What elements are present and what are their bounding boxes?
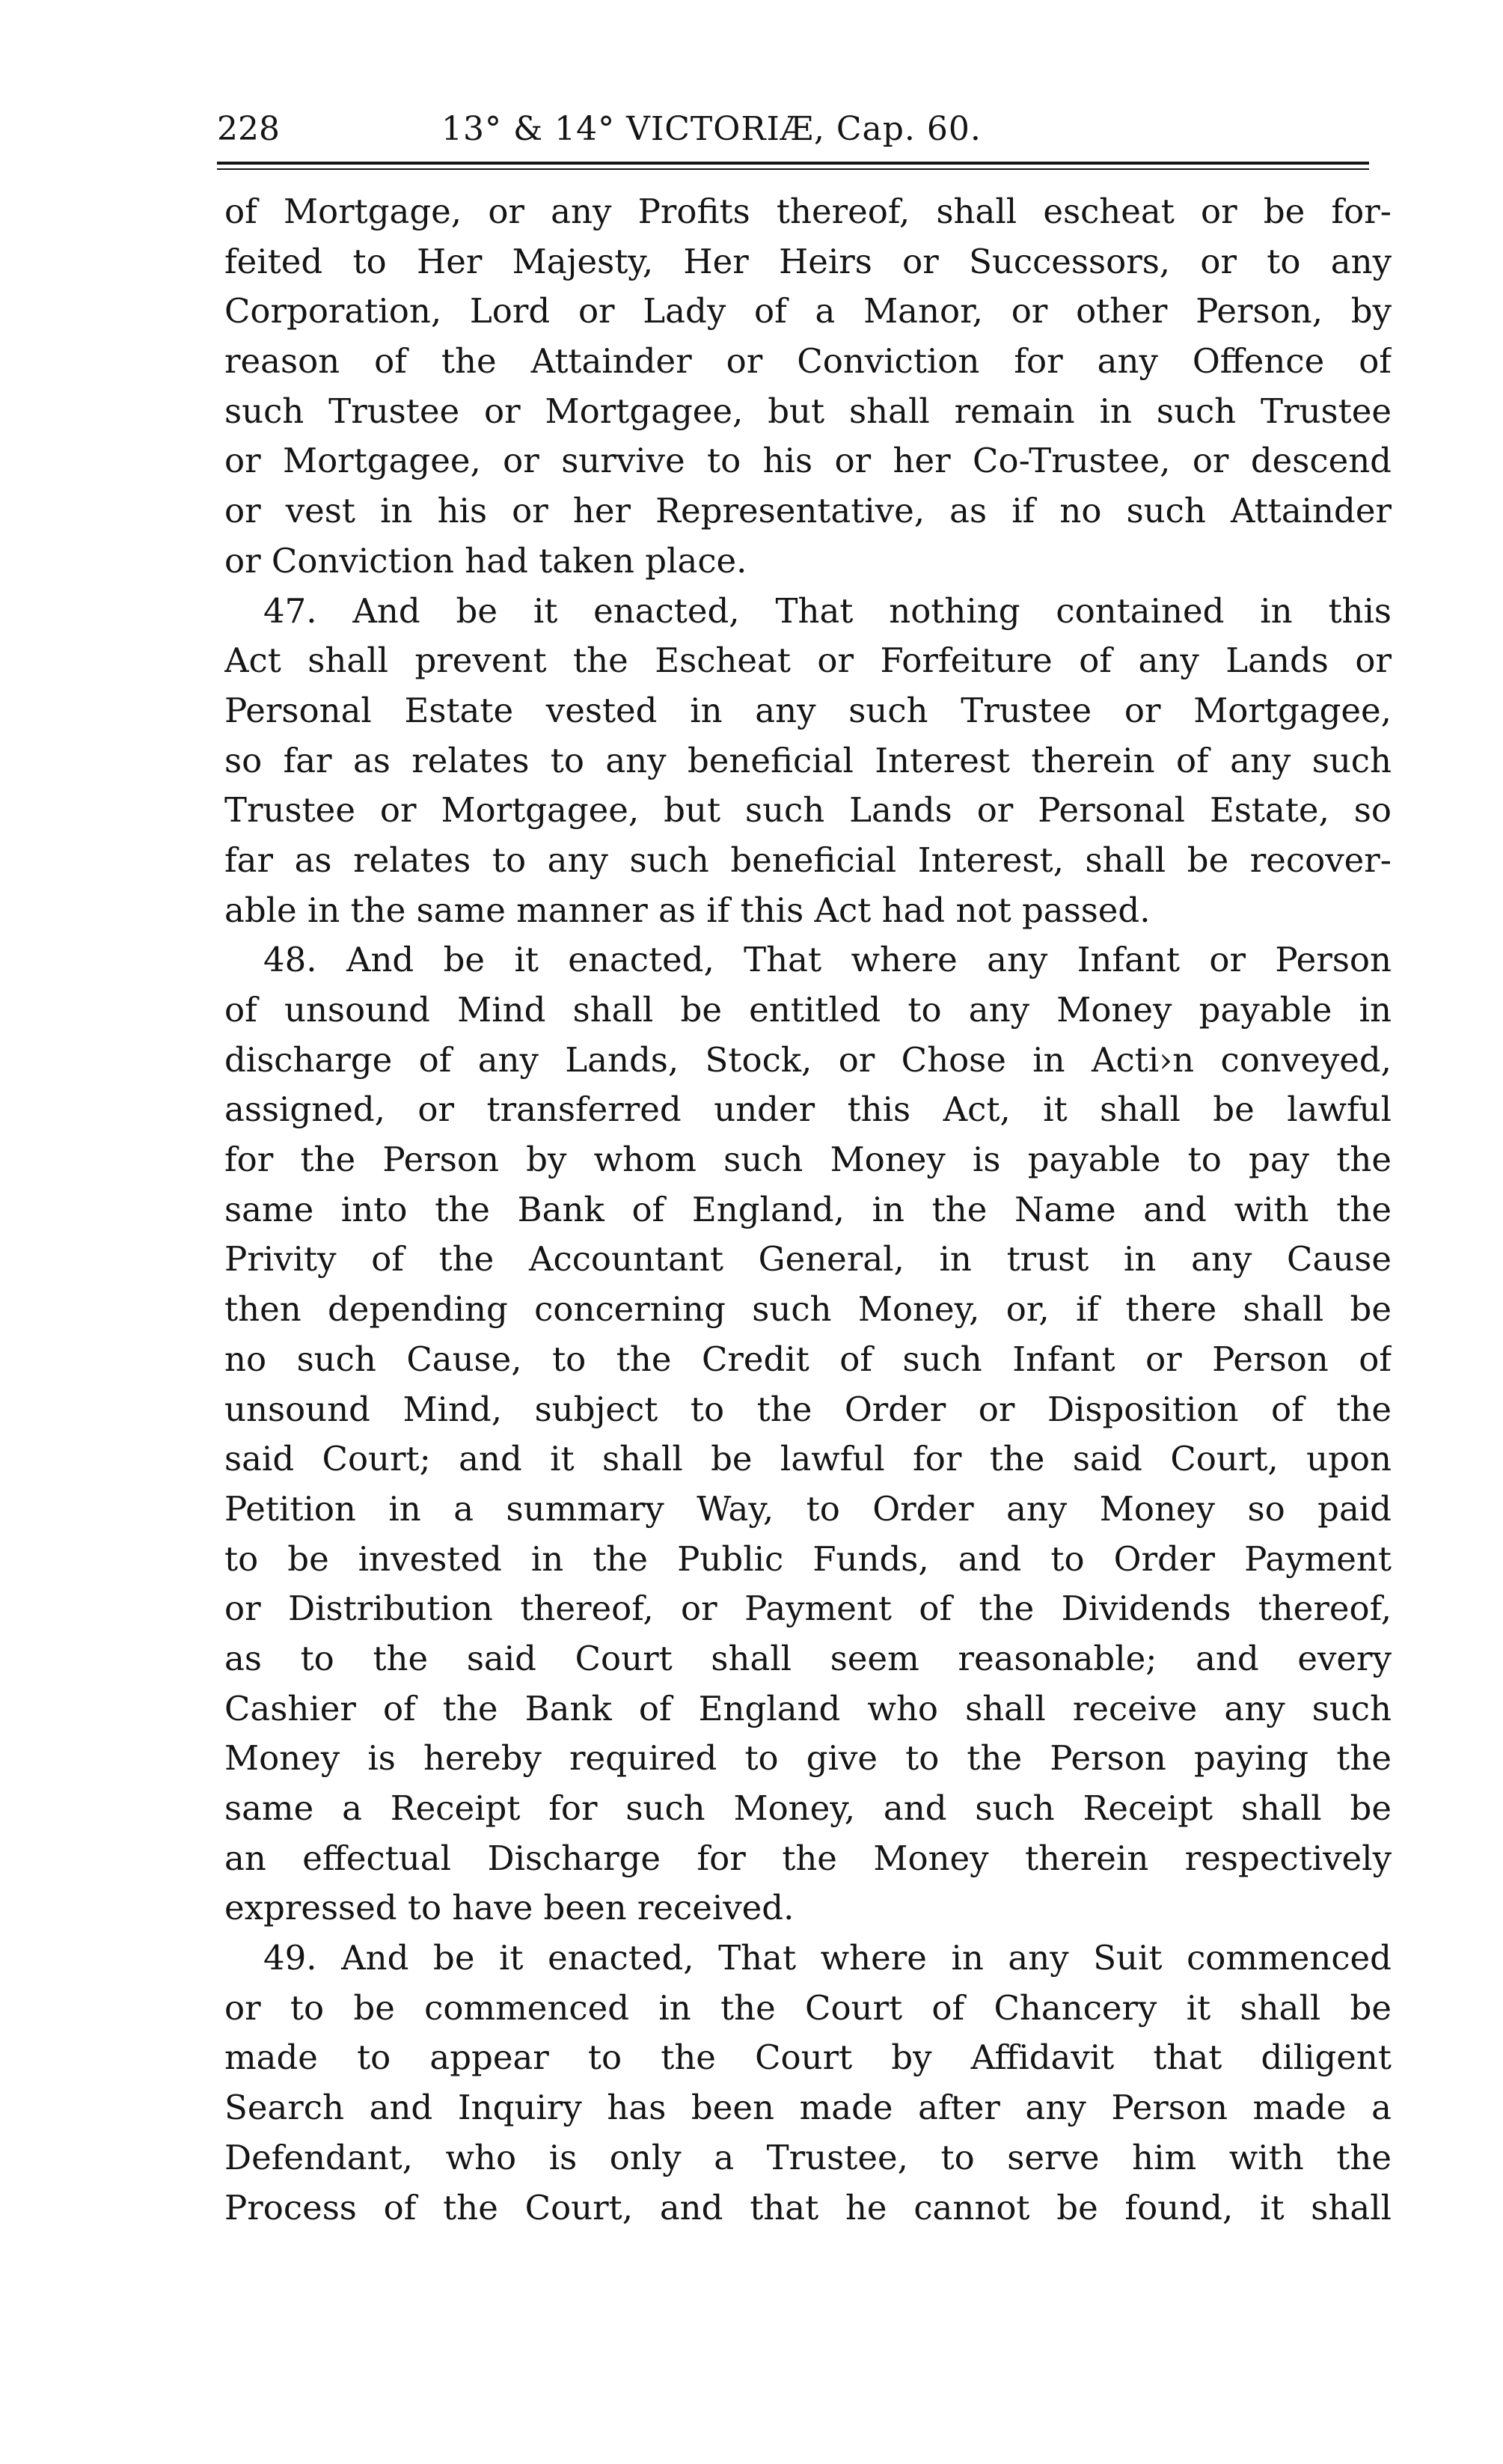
- text-line: same into the Bank of England, in the Name and with the: [224, 1189, 1392, 1229]
- text-line: said Court; and it shall be lawful for the said Court, upon: [224, 1439, 1392, 1479]
- text-line: assigned, or transferred under this Act, it shall be lawful: [224, 1089, 1392, 1130]
- text-line: unsound Mind, subject to the Order or Disposition of the: [224, 1389, 1392, 1429]
- text-line: Personal Estate vested in any such Trustee or Mortgagee,: [224, 690, 1392, 730]
- header-rule-thin: [217, 168, 1369, 170]
- text-line: reason of the Attainder or Conviction for any Offence of: [224, 341, 1392, 382]
- text-line: so far as relates to any beneficial Interest therein of any such: [224, 740, 1392, 780]
- section-49-start: 49. And be it enacted, That where in any Suit commenced: [263, 1938, 1392, 1978]
- text-line: able in the same manner as if this Act had not passed.: [224, 890, 1151, 930]
- section-48-start: 48. And be it enacted, That where any Infant or Person: [263, 940, 1392, 980]
- text-line: or to be commenced in the Court of Chancery it shall be: [224, 1987, 1392, 2028]
- text-line: feited to Her Majesty, Her Heirs or Successors, or to any: [224, 241, 1392, 281]
- header-rule: [217, 162, 1369, 174]
- text-line: same a Receipt for such Money, and such Receipt shall be: [224, 1788, 1392, 1828]
- text-line: for the Person by whom such Money is payable to pay the: [224, 1140, 1392, 1180]
- section-47-start: 47. And be it enacted, That nothing contained in this: [263, 590, 1392, 631]
- text-line: or vest in his or her Representative, as if no such Attainder: [224, 491, 1392, 531]
- text-line: no such Cause, to the Credit of such Infant or Person of: [224, 1339, 1392, 1379]
- text-line: or Mortgagee, or survive to his or her Co-Trustee, or descend: [224, 441, 1392, 481]
- text-line: Defendant, who is only a Trustee, to serve him with the: [224, 2137, 1392, 2177]
- text-line: Process of the Court, and that he cannot be found, it shall: [224, 2187, 1392, 2228]
- text-line: of Mortgage, or any Profits thereof, shall escheat or be for-: [224, 192, 1392, 231]
- text-line: Act shall prevent the Escheat or Forfeiture of any Lands or: [224, 641, 1392, 681]
- text-line: far as relates to any such beneficial Interest, shall be recover-: [224, 840, 1392, 880]
- header-rule-thick: [217, 162, 1369, 165]
- page-header: [217, 103, 1369, 163]
- text-line: discharge of any Lands, Stock, or Chose in Acti›n conveyed,: [224, 1039, 1392, 1080]
- text-line: as to the said Court shall seem reasonable; and every: [224, 1638, 1392, 1678]
- text-line: of unsound Mind shall be entitled to any Money payable in: [224, 990, 1392, 1030]
- text-line: or Conviction had taken place.: [224, 540, 747, 581]
- text-line: Corporation, Lord or Lady of a Manor, or other Person, by: [224, 291, 1392, 331]
- text-line: to be invested in the Public Funds, and to Order Payment: [224, 1538, 1392, 1579]
- text-line: or Distribution thereof, or Payment of the Dividends thereof,: [224, 1589, 1392, 1629]
- page-number: 228: [217, 110, 280, 148]
- text-line: an effectual Discharge for the Money therein respectively: [224, 1838, 1392, 1878]
- text-line: Petition in a summary Way, to Order any Money so paid: [224, 1488, 1392, 1529]
- body-text: [224, 187, 1392, 2233]
- text-line: Search and Inquiry has been made after any Person made a: [224, 2088, 1392, 2128]
- running-title: 13° & 14° VICTORIÆ, Cap. 60.: [441, 110, 982, 148]
- text-line: made to appear to the Court by Affidavit that diligent: [224, 2037, 1392, 2078]
- text-line: expressed to have been received.: [224, 1888, 795, 1928]
- text-line: such Trustee or Mortgagee, but shall remain in such Trustee: [224, 391, 1392, 431]
- text-line: Money is hereby required to give to the Person paying the: [224, 1738, 1392, 1779]
- text-line: Cashier of the Bank of England who shall receive any such: [224, 1688, 1392, 1728]
- text-line: Trustee or Mortgagee, but such Lands or Personal Estate, so: [224, 790, 1392, 831]
- text-line: Privity of the Accountant General, in trust in any Cause: [224, 1239, 1392, 1280]
- text-line: then depending concerning such Money, or, if there shall be: [224, 1289, 1392, 1330]
